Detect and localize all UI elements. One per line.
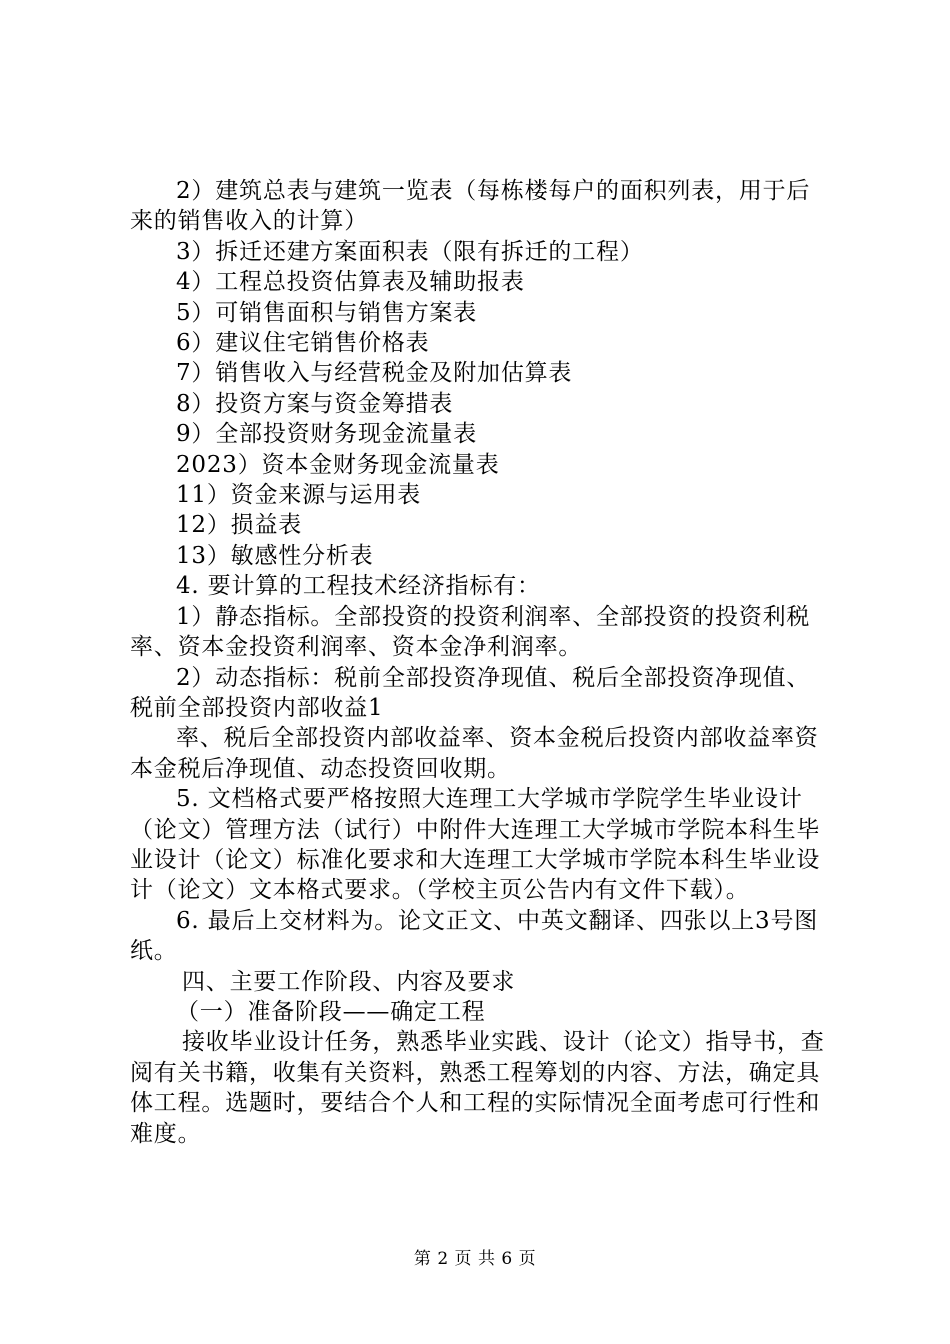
- paragraph-investment-estimate: 4）工程总投资估算表及辅助报表: [176, 269, 525, 296]
- paragraph-sales-price: 6）建议住宅销售价格表: [176, 330, 430, 357]
- paragraph-preparation-details: 接收毕业设计任务，熟悉毕业实践、设计（论文）指导书，查阅有关书籍，收集有关资料，熟悉工程筹划的内容、方法，确定具体工程。选题时，要结合个人和工程的实际情况全面考虑可行性和难度。: [130, 1029, 825, 1147]
- paragraph-dynamic-indicators: 2）动态指标：税前全部投资净现值、税后全部投资净现值、税前全部投资内部收益1: [130, 664, 811, 721]
- paragraph-format-requirements: 5. 文档格式要严格按照大连理工大学城市学院学生毕业设计（论文）管理方法（试行）中附件大连理工大学城市学院本科生毕业设计（论文）标准化要求和大连理工大学城市学院本科生毕业设计（论文）文本格式要求。（学校主页公告内有文件下载）。: [130, 786, 821, 904]
- paragraph-submission-materials: 6. 最后上交材料为。论文正文、中英文翻译、四张以上3号图纸。: [130, 907, 819, 965]
- document-body: [130, 176, 830, 1149]
- paragraph-sales-revenue: 7）销售收入与经营税金及附加估算表: [176, 360, 573, 387]
- paragraph-cashflow-total: 9）全部投资财务现金流量表: [176, 421, 478, 448]
- section-heading-work-stages: 四、主要工作阶段、内容及要求: [182, 968, 516, 995]
- paragraph-building-tables: 2）建筑总表与建筑一览表（每栋楼每户的面积列表，用于后来的销售收入的计算）: [130, 178, 811, 235]
- paragraph-indicators-heading: 4. 要计算的工程技术经济指标有：: [176, 573, 541, 600]
- paragraph-cashflow-capital: 2023）资本金财务现金流量表: [176, 451, 500, 478]
- paragraph-income-statement: 12）损益表: [176, 512, 303, 539]
- paragraph-financing: 8）投资方案与资金筹措表: [176, 390, 454, 417]
- paragraph-demolition-table: 3）拆迁还建方案面积表（限有拆迁的工程）: [176, 238, 644, 265]
- paragraph-static-indicators: 1）静态指标。全部投资的投资利润率、全部投资的投资利税率、资本金投资利润率、资本金净利润率。: [130, 603, 811, 661]
- paragraph-sales-area: 5）可销售面积与销售方案表: [176, 299, 478, 326]
- subsection-heading-preparation: （一）准备阶段——确定工程: [176, 998, 486, 1025]
- paragraph-sensitivity: 13）敏感性分析表: [176, 542, 374, 569]
- page-number-footer: 第 2 页 共 6 页: [413, 1249, 537, 1269]
- paragraph-dynamic-indicators-cont: 率、税后全部投资内部收益率、资本金税后投资内部收益率资本金税后净现值、动态投资回收期。: [130, 725, 819, 782]
- paragraph-funds-source: 11）资金来源与运用表: [176, 482, 422, 509]
